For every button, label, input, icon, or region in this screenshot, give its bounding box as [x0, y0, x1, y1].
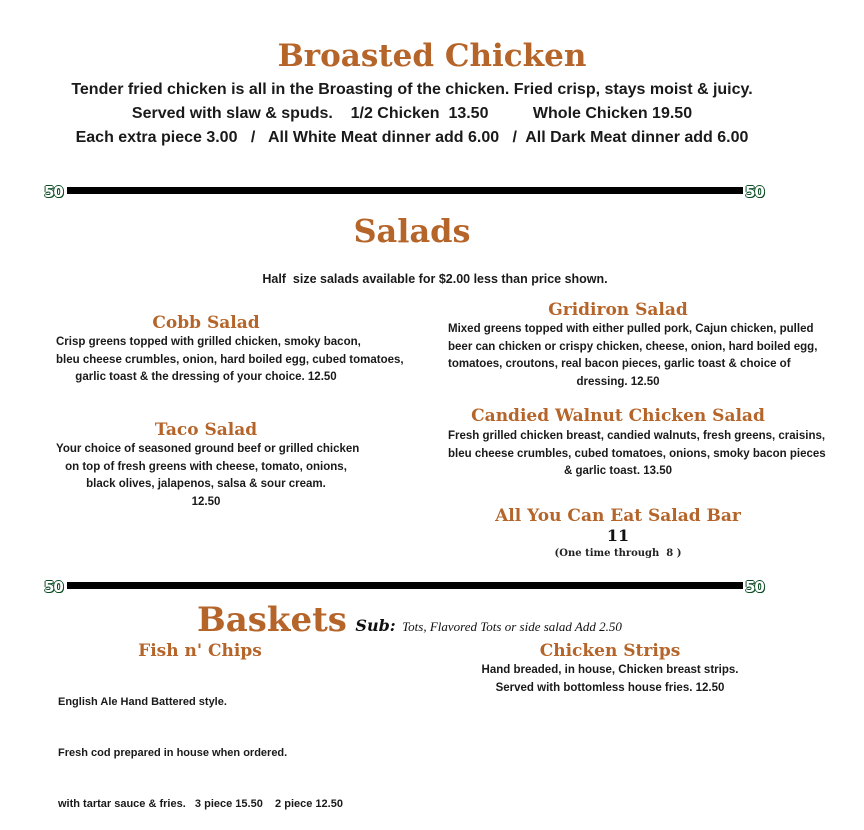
desc-line: Fresh grilled chicken breast, candied walnuts, fresh greens, craisins, — [448, 430, 826, 442]
broasted-line-2: Served with slaw & spuds. 1/2 Chicken 13.50 Whole Chicken 19.50 — [131, 105, 693, 122]
gridiron-salad-title: Gridiron Salad — [548, 300, 688, 320]
baskets-sub-text: Tots, Flavored Tots or side salad Add 2.50 — [402, 619, 622, 634]
badge-50-left: 50 — [44, 183, 63, 201]
broasted-title: Broasted Chicken — [277, 38, 587, 74]
salad-bar-price: 11 — [606, 526, 630, 545]
desc-line: 12.50 — [191, 495, 221, 508]
gridiron-salad-desc — [448, 321, 818, 391]
desc-line: Hand breaded, in house, Chicken breast strips. — [481, 664, 739, 676]
baskets-title: Baskets — [197, 600, 347, 640]
cobb-salad-desc — [56, 334, 404, 387]
desc-line: black olives, jalapenos, salsa & sour cream. — [86, 478, 326, 490]
desc-line: Fresh cod prepared in house when ordered. — [58, 747, 288, 759]
desc-line: with tartar sauce & fries. 3 piece 15.50 2 piece 12.50 — [58, 798, 343, 810]
chicken-strips-title: Chicken Strips — [539, 641, 681, 661]
broasted-line-3: Each extra piece 3.00 / All White Meat dinner add 6.00 / All Dark Meat dinner add 6.00 — [75, 129, 749, 146]
desc-line: garlic toast & the dressing of your choice. 12.50 — [75, 371, 337, 383]
fish-chips-desc — [58, 660, 343, 830]
taco-salad-title: Taco Salad — [154, 420, 258, 440]
baskets-heading — [197, 600, 622, 640]
candied-walnut-salad-title: Candied Walnut Chicken Salad — [471, 406, 765, 426]
cobb-salad-title: Cobb Salad — [152, 313, 260, 333]
desc-line: English Ale Hand Battered style. — [58, 696, 227, 708]
baskets-sub-label: Sub: — [355, 616, 396, 635]
candied-walnut-salad-desc — [448, 428, 826, 481]
salad-bar-note: (One time through 8 ) — [554, 548, 682, 559]
desc-line: tomatoes, croutons, real bacon pieces, garlic toast & choice of — [448, 358, 791, 370]
desc-line: bleu cheese crumbles, cubed tomatoes, onions, smoky bacon pieces — [448, 447, 826, 460]
section-divider — [67, 187, 743, 194]
desc-line: on top of fresh greens with cheese, tomato, onions, — [65, 460, 347, 473]
desc-line: beer can chicken or crispy chicken, cheese, onion, hard boiled egg, — [448, 340, 818, 353]
desc-line: bleu cheese crumbles, onion, hard boiled egg, cubed tomatoes, — [56, 353, 404, 366]
chicken-strips-desc — [460, 662, 760, 697]
desc-line: Mixed greens topped with either pulled pork, Cajun chicken, pulled — [448, 323, 814, 335]
badge-50-left: 50 — [44, 578, 63, 596]
badge-50-right: 50 — [745, 183, 764, 201]
salads-title: Salads — [353, 212, 471, 250]
fish-chips-title: Fish n' Chips — [138, 641, 262, 661]
desc-line: Served with bottomless house fries. 12.50 — [495, 681, 725, 694]
taco-salad-desc — [56, 441, 360, 511]
desc-line: Your choice of seasoned ground beef or grilled chicken — [56, 443, 360, 455]
section-divider — [67, 582, 743, 589]
desc-line: & garlic toast. 13.50 — [563, 465, 673, 477]
broasted-line-1: Tender fried chicken is all in the Broasting of the chicken. Fried crisp, stays moist & juicy. — [71, 81, 753, 98]
salads-note: Half size salads available for $2.00 less than price shown. — [262, 272, 608, 286]
badge-50-right: 50 — [745, 578, 764, 596]
desc-line: Crisp greens topped with grilled chicken, smoky bacon, — [56, 336, 361, 348]
salad-bar-title: All You Can Eat Salad Bar — [495, 506, 741, 526]
desc-line: dressing. 12.50 — [576, 375, 660, 388]
